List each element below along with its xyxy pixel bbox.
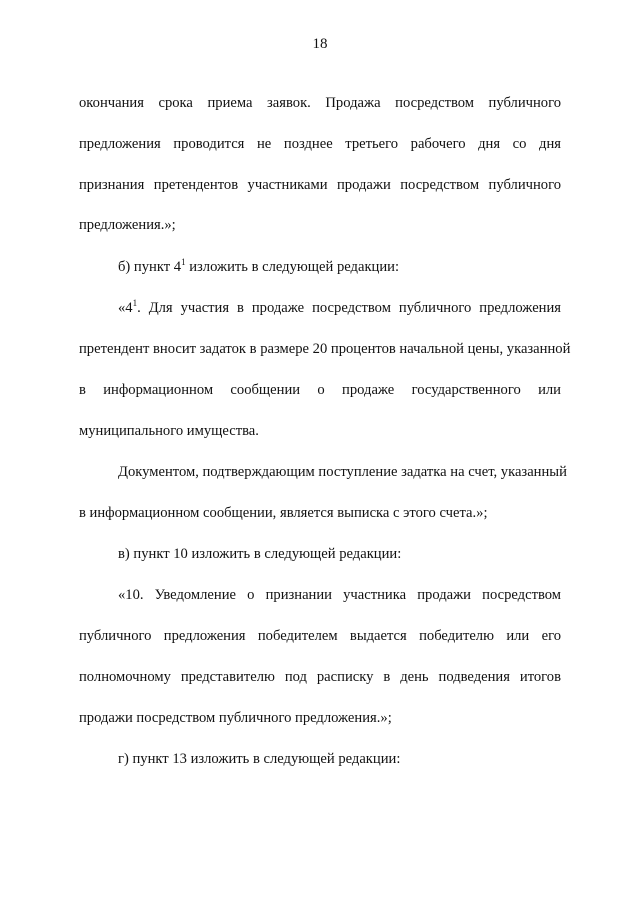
- text-line: муниципального имущества.: [79, 423, 259, 439]
- text-line: продажи посредством публичного предложения.»;: [79, 710, 392, 726]
- text-line: предложения проводится не позднее третьего рабочего дня со дня: [79, 136, 561, 152]
- text-fragment: «4: [118, 300, 133, 316]
- text-line: «10. Уведомление о признании участника продажи посредством: [118, 587, 561, 603]
- text-line: в) пункт 10 изложить в следующей редакции:: [118, 546, 402, 562]
- text-line: признания претендентов участниками продажи посредством публичного: [79, 177, 561, 193]
- text-line: публичного предложения победителем выдается победителю или его: [79, 628, 561, 644]
- text-line: полномочному представителю под расписку в день подведения итогов: [79, 669, 561, 685]
- text-fragment: . Для участия в продаже посредством публичного предложения: [137, 300, 561, 316]
- text-line: г) пункт 13 изложить в следующей редакции:: [118, 751, 401, 767]
- text-line: в информационном сообщении о продаже государственного или: [79, 382, 561, 398]
- text-line: предложения.»;: [79, 217, 176, 233]
- text-line: претендент вносит задаток в размере 20 процентов начальной цены, указанной: [79, 341, 571, 357]
- text-line: в информационном сообщении, является выписка с этого счета.»;: [79, 505, 488, 521]
- text-fragment: б) пункт 4: [118, 259, 182, 275]
- superscript: 1: [132, 298, 138, 308]
- page-number: 18: [312, 36, 328, 52]
- superscript: 1: [181, 257, 186, 267]
- text-fragment: изложить в следующей редакции:: [185, 259, 400, 275]
- text-line: Документом, подтверждающим поступление задатка на счет, указанный: [118, 464, 567, 480]
- text-line: [118, 299, 561, 317]
- text-line: [118, 258, 561, 276]
- text-line: окончания срока приема заявок. Продажа посредством публичного: [79, 95, 561, 111]
